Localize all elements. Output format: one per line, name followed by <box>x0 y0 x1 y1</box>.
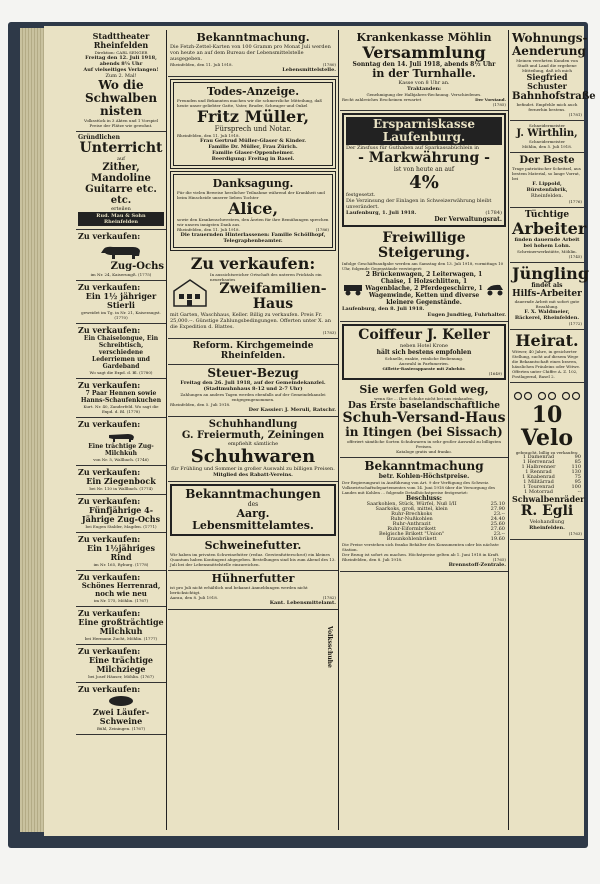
unterricht-ad <box>76 132 166 230</box>
theater-play: Wo die Schwalben nisten <box>84 78 158 118</box>
schweinefutter-ad <box>168 538 338 571</box>
house-num: (1783) <box>322 330 336 335</box>
row-label: 1 Motorrad <box>524 489 553 495</box>
sale-info: bei Hermann Zucht, Möhlin. (1777) <box>84 636 158 641</box>
sale-head: Zu verkaufen: <box>78 608 141 618</box>
wohnung-ad <box>510 30 596 121</box>
row-price: 27.60 <box>490 526 505 532</box>
velo-name: R. Egli <box>520 503 574 519</box>
column-rule <box>508 30 509 830</box>
wirthlin-name: J. Wirthlin, <box>516 128 578 139</box>
sale-ad <box>76 324 166 379</box>
wohnung-head1: Wohnungs- <box>512 31 588 45</box>
amt-header <box>170 484 336 536</box>
sale-head: Zu verkaufen: <box>78 496 141 506</box>
wohnung-head2: Aenderung <box>512 44 586 58</box>
sale-head: Zu verkaufen: <box>78 282 141 292</box>
wohnung-tail: befindet. Empfehle mich auch fernerhin bestens. <box>516 102 578 112</box>
steuer-ad <box>168 365 338 417</box>
schuh-big: Schuhwaren <box>190 446 316 467</box>
house-icon <box>170 277 210 307</box>
todes-fam1: Frau Gertrud Müller-Glaser & Kinder. <box>200 138 306 144</box>
wirthlin-ad <box>510 121 584 153</box>
dank-body2: sowie den Krankenschwestern, den Ärzten für ihre Bemühungen sprechen wir unsern innigsten Dank aus. <box>177 217 329 227</box>
sale-body: Fünfjährige 4-Jährige Zug-Ochs <box>81 505 161 524</box>
ber-num: (1776) <box>568 199 582 204</box>
bicycle-icon <box>512 390 582 400</box>
dank-head: Danksagung. <box>212 177 294 190</box>
velo-body: gebraucht, billig zu verkaufen: <box>515 450 579 455</box>
sale-info: bei Josef Häuser, Möhlin. (1767) <box>88 674 154 679</box>
huehner-body: ist pro Juli nicht erhältlich und bekannt Anmeldungen werden nicht berücksichtigt. <box>170 585 308 595</box>
bekannt-body: Die Fetzh-Zettel-Karten von 100 Gramm pro Monat Juli werden von heute an auf dem Bureau der Lebensmittelstelle ausgegeben. <box>170 44 331 62</box>
kirch-head: Reform. Kirchgemeinde Rheinfelden. <box>192 341 314 361</box>
steuer-body: Freitag den 26. Juli 1918, auf der Gemeindekanzlei. (Stadtmuhnhaus 8-12 und 2-7 Uhr) <box>180 380 326 392</box>
unterricht-head: Gründlichen <box>78 134 120 141</box>
house-sub: In aussichtsreicher Ortschaft des unteren Fricktals ein neuerbautes <box>210 272 322 282</box>
geld-head: Sie werfen Gold weg, <box>359 383 489 396</box>
sale-ad <box>76 418 166 466</box>
unterricht-big: Unterricht <box>79 140 163 156</box>
sale-ad <box>76 571 166 607</box>
steuer-body2: Zahlungen an andern Tagen werden ebenfalls auf der Gemeindekanzlei entgegengenommen. <box>180 392 326 402</box>
geld-big2: Schuh-Versand-Haus <box>342 410 506 426</box>
sale-info: Wo sagt die Expd. d. Bl. (1780) <box>89 370 153 375</box>
bekanntmachung-ad <box>168 30 338 77</box>
row-price: 75 <box>574 474 581 480</box>
spar-body2: Die Verzinsung der Einlagen in Schweizerwährung bleibt unverändert. <box>346 198 492 210</box>
dank-name: Alice, <box>227 199 279 218</box>
arbeiter-body: finden dauernde Arbeit bei hohem Lohn. <box>514 237 580 249</box>
todes-body: Freunden und Bekannten machen wir die schmerzliche Mitteilung, daß heute unser geliebter Gatte, Vater, Bruder, Schwager und Onkel <box>177 98 323 108</box>
todes-place: Rheinfelden, den 11. Juli 1918. <box>177 133 240 138</box>
wirthlin-place: Möhlin, den 5. Juli 1918. <box>521 144 573 149</box>
spar-tail: festgesetzt. <box>346 192 376 198</box>
sale-ad <box>76 495 166 533</box>
house-head: Zu verkaufen: <box>190 254 316 273</box>
kasse-when: Sonntag den 14. Juli 1918, abends 8½ Uhr <box>352 61 496 68</box>
steig-sig: Eugen Jundtieg, Fuhrhalter. <box>427 312 506 318</box>
dank-place: Rheinfelden, den 11. Juli 1918. <box>177 227 240 232</box>
theater-line3: Zum 2. Mal! <box>105 73 137 79</box>
amt-head2: des <box>247 501 259 508</box>
row-price: 95 <box>574 479 581 485</box>
coiffeur-body: Schnelle, exakte, reinliche Bedienung. <box>384 356 464 361</box>
kirch-ad <box>168 339 338 365</box>
unterricht-line: auf <box>116 156 126 162</box>
schuh-versand-ad <box>340 382 508 458</box>
theater-line2: Auf vielseitiges Verlangen! <box>83 67 159 73</box>
ox-icon <box>99 242 143 260</box>
arbeiter-ad <box>510 208 587 263</box>
sale-head: Zu verkaufen: <box>78 380 141 390</box>
coiffeur-head: Coiffeur J. Keller <box>358 327 490 343</box>
sale-body: Ein Chaiselongue, Ein Schreibtisch, verschiedene Lederriemen und Gardeband <box>83 335 159 370</box>
row-label: 1 Halbrenner <box>521 464 556 470</box>
row-price: 25.10 <box>490 501 505 507</box>
theater-desc: Volksstück in 3 Akten und 1 Vorspiel <box>83 118 159 123</box>
steig-head: Freiwillige Steigerung. <box>378 230 470 261</box>
bekannt-num: (1780) <box>322 62 336 67</box>
page-edges <box>20 28 46 832</box>
coiffeur-sub2: hält sich bestens empfohlen <box>376 349 472 356</box>
huehner-num: (1782) <box>322 595 336 600</box>
sale-info: Kurt. Nr. 40, Zanderfeld. Wo sagt die Expd. d. Bl. (1778) <box>83 404 159 414</box>
huehner-head: Hühnerfutter <box>211 572 295 585</box>
column-2 <box>168 30 338 610</box>
row-label: 1 Knabenrad <box>522 474 555 480</box>
row-label: 1 Rennrad <box>525 469 552 475</box>
steig-body: Infolge Geschäftsaufgabe werden am Samstag den 13. Juli 1918, vormittags 10 Uhr, folgende Gegenstände versteigert: <box>342 261 504 271</box>
velo-place: Rheinfelden. <box>529 525 565 531</box>
todes-anzeige <box>170 79 336 169</box>
house-big: Zweifamilien-Haus <box>219 281 327 312</box>
kasse-tail: Recht zahlreiches Erscheinen erwartet <box>342 97 422 102</box>
bekannt-head: Bekanntmachung. <box>196 31 310 44</box>
row-price: 90 <box>574 454 581 460</box>
arbeiter-big: Arbeiter <box>512 219 587 238</box>
sale-ad <box>76 645 166 683</box>
sale-head: Zu verkaufen: <box>78 231 141 241</box>
sale-body: Zwei Läufer-Schweine <box>92 707 150 726</box>
sale-ad <box>76 683 166 735</box>
velo-ad <box>510 383 584 540</box>
kasse-sig: Der Vorstand. <box>475 97 506 102</box>
column-1 <box>76 30 166 735</box>
column-rule <box>338 30 339 830</box>
row-price: 27.90 <box>490 506 505 512</box>
sale-body: Ein 1½jähriges Rind <box>87 543 155 562</box>
sale-ad <box>76 230 166 281</box>
steuer-sig: Der Kassier: J. Meruli, Ratschr. <box>248 407 336 413</box>
wagon-icon <box>342 282 364 296</box>
wirthlin-head: Schneidermeister <box>529 123 565 128</box>
theater-footer: Preise der Plätze wie gewohnt. <box>89 123 153 128</box>
kohlen-ad <box>340 458 508 572</box>
row-label: Saarkohlen, Stück, Würfel, Nuß I/II <box>366 501 457 507</box>
geld-body: wenn Sie ... Ihre Schuhe nicht bei uns einkaufen. <box>374 396 474 401</box>
dank-body: Für die vielen Beweise herzlicher Teilnahme während der Krankheit und beim Hinscheide unserer lieben Tochter <box>177 190 325 200</box>
row-label: Braunkohlenbrikett <box>386 536 437 542</box>
jungling-num: (1772) <box>568 321 582 326</box>
schuh-name: G. Freiermuth, Zeiningen <box>181 430 325 441</box>
sale-ad <box>76 379 166 418</box>
row-label: 1 Tourenrad <box>522 484 555 490</box>
kasse-num: (1785) <box>492 102 506 107</box>
unterricht-firm: Rud. Mau & Sohn Rheinfelden <box>78 212 164 226</box>
sale-body: Schönes Herrenrad, noch wie neu <box>81 581 161 598</box>
bek2-body2: Die Preise verstehen sich franko Behälter des Konsumenten oder bis nächste Station. <box>342 542 499 552</box>
todes-fam3: Familie Glaser-Oppenheimer. <box>212 150 294 156</box>
bek2-num: (1765) <box>492 557 506 562</box>
geld-tail: Kataloge gratis und franko. <box>396 449 452 454</box>
theater-line1: Freitag den 12. Juli 1918, abends 8¼ Uhr <box>85 55 157 67</box>
sale-info: bei Nr. 110 in Wallbach. (1774) <box>89 486 153 491</box>
row-label: 1 Herrenrad <box>522 459 555 465</box>
price-table <box>342 502 506 542</box>
row-label: Ruhr-Brechkoks <box>391 511 433 517</box>
huehnerfutter-ad <box>168 571 338 610</box>
row-price: 19.60 <box>490 536 505 542</box>
dank-sig: Die trauernden Hinterlassenen: Familie Schöllhopf, Telegraphenbeamter. <box>180 232 326 244</box>
geld-big1: Das Erste baselandschaftliche <box>347 401 501 411</box>
spar-body: Der Zinsfuss für Guthaben auf Sparkassabüchlein in <box>346 145 480 151</box>
danksagung <box>170 171 336 251</box>
sale-info: im Nr. 175, Möhlin. (1767) <box>93 598 149 603</box>
steig-place: Laufenburg, den 8. Juli 1918. <box>342 306 425 312</box>
amt-head3: Aarg. Lebensmittelamtes. <box>192 507 314 532</box>
row-label: 1 Damenrad <box>522 454 555 460</box>
sale-body: 7 Paar Hennen sowie Hanns-Schaufenkuchen <box>80 390 162 404</box>
sale-head: Zu verkaufen: <box>78 534 141 544</box>
row-label: Ruhr-Nußkohlen <box>390 516 433 522</box>
amt-head1: Bekanntmachungen <box>185 487 321 501</box>
row-price: -- <box>577 489 581 495</box>
sale-info: im Nr. 24, Kaiserungß. (1775) <box>90 272 152 277</box>
kasse-big: Versammlung <box>362 43 486 62</box>
row-label: Ruhr-Anthrazit <box>392 521 431 527</box>
spar-big: - Markwährung - <box>358 150 490 166</box>
geld-big3: in Itingen (bei Sissach) <box>345 425 503 439</box>
sale-ad <box>76 466 166 495</box>
bekannt-place: Rheinfelden, den 11. Juli 1918. <box>170 62 233 67</box>
wirthlin-sub: Schneidermeister <box>529 139 565 144</box>
row-price: 24.40 <box>490 516 505 522</box>
ber-head: Der Beste <box>519 155 575 166</box>
column-3 <box>340 30 508 572</box>
theater-director: Direktion: CARL SENGER <box>94 50 148 55</box>
row-label: 1 Militärrad <box>523 479 554 485</box>
jungling-sub: findet als <box>531 282 563 289</box>
schwein-body: Wir haben im privaten Schweinefutter (reduz. Gerstenfutterschrot) ein kleines Quantum haben Kontingent abgegeben. Bestellungen sind bis zum Abend des 13. Juli bei der Lebensmittelstelle einzureichen. <box>170 552 336 567</box>
bek2-sub: betr. Kohlen-Höchstpreise. <box>378 473 470 480</box>
unterricht-tail: erteilen <box>111 206 131 212</box>
schuh-ad <box>168 417 338 482</box>
spar-head: Ersparniskasse Laufenburg. <box>346 117 502 145</box>
ber-body: Trage patriotischer Scheitzel, aus bestem Material, so lange Vorrat, bei <box>512 166 581 181</box>
sale-body: Eine trächtige Zug-Milchkuh <box>88 443 154 457</box>
sale-head: Zu verkaufen: <box>78 325 141 335</box>
sale-ad <box>76 533 166 571</box>
steig-items: 2 Brückenwagen, 2 Leiterwagen, 1 Chaise, 1 Holzschlitten, 1 Wagenblache, 2 Pferdegeschirre, 1 Wagenwinde, Ketten und diverse kleinere Gegenstände. <box>365 271 483 306</box>
sale-info: Bühl, Zeiningen. (1767) <box>96 726 146 731</box>
bek2-place: Rheinfelden, den 8. Juli 1918. <box>342 557 403 562</box>
coiffeur-body3: Gillette-Rasierapparate mit Zubehör. <box>382 366 466 371</box>
coiffeur-sub: neben Hotel Krone <box>400 343 448 349</box>
dank-num: (1786) <box>315 227 329 232</box>
sale-ad <box>76 607 166 645</box>
row-label: Belgische Brikett "Union" <box>378 531 445 537</box>
velo-sub: Velohandlung <box>529 519 565 525</box>
heirat-ad <box>510 330 584 383</box>
velo-num: (1763) <box>568 531 582 536</box>
jungling-job: Hilfs-Arbeiter <box>512 289 582 299</box>
sale-body: Zug-Ochs <box>110 261 164 272</box>
spar-place: Laufenburg, 1. Juli 1918. <box>346 210 417 216</box>
column-4 <box>510 30 596 540</box>
velo-big: 10 Velo <box>520 402 574 451</box>
spar-sig: Der Verwaltungsrat. <box>434 216 502 223</box>
arbeiter-head: Tüchtige <box>524 210 570 220</box>
house-body: mit Garten, Waschhaus, Keller. Billig zu verkaufen. Preis Fr. 25,000.--. Günstige Zahlungsbedingungen. Offerten unter X. an die Expedition d. Blattes. <box>170 312 331 330</box>
spar-num: (1784) <box>485 210 502 216</box>
sale-head: Zu verkaufen: <box>78 684 141 694</box>
sale-info: von Nr. 5, Wallbach. (1746) <box>93 457 149 462</box>
bek2-sig: Brennstoff-Zentrale. <box>448 562 506 568</box>
sale-body: Eine großträchtige Milchkuh <box>78 617 164 636</box>
velo-tail: Schwalbenräder <box>512 494 585 504</box>
spar-line: ist von heute an auf <box>393 166 455 173</box>
wohnung-num: (1781) <box>568 112 582 117</box>
schuh-head: Schuhhandlung <box>208 419 298 430</box>
ersparniskasse-ad <box>342 113 506 227</box>
sale-body: Eine trächtige Milchziege <box>88 655 154 674</box>
ber-firm: F. Lippold, Bürstenfabrik, <box>526 181 568 193</box>
schuh-body: für Frühling und Sommer in großer Auswahl zu billigen Preisen. <box>171 466 335 472</box>
kasse-sub: Kasse von 8 Uhr an. <box>398 80 450 86</box>
sale-info: im Nr. 165, Ryburg. (1778) <box>93 562 149 567</box>
ber-place: Rheinfelden. <box>530 193 564 199</box>
schuh-side-label: Volksschuhe <box>326 626 333 668</box>
wohnung-firm: Siegfried Schuster <box>526 72 568 91</box>
bek2-body3: Der Bezug ist sofort zu machen. Höchstpreise gelten ab 1. Juni 1918 in Kraft. <box>342 552 500 557</box>
row-label: Saarkoks, groß, mittel, klein <box>375 506 448 512</box>
heirat-body: Witwer, 40 Jahre, in gesicherter Stellung, sucht auf diesem Wege die Bekanntschaft eines braven, häuslichen Fräuleins oder Witwe. Offerten unter Chiffre A. Z. 102, Postlagernd, Basel 2. <box>512 349 581 379</box>
krankenkasse-ad <box>340 30 508 111</box>
newspaper-page <box>44 26 596 836</box>
sale-body: Ein 1½ jähriger Stierli <box>85 291 157 310</box>
schuh-tail: Mitglied des Rabatt-Vereins. <box>213 472 293 478</box>
sale-head: Zu verkaufen: <box>78 646 141 656</box>
schuh-rec: empfiehlt sämtliche <box>227 441 279 447</box>
carriage-icon <box>484 282 506 296</box>
arbeiter-firm: Schreinerwerkstätte, Möhlin. <box>517 249 577 254</box>
kasse-head: Krankenkasse Möhlin <box>356 31 492 44</box>
huehner-place: Aarau, den 8. Juli 1918. <box>170 595 219 600</box>
coiffeur-body2: Auswahl in Parfumerien. <box>398 361 449 366</box>
wohnung-street: Bahnhofstraße <box>512 91 596 102</box>
coiffeur-ad <box>342 324 506 380</box>
todes-job: Fürsprech und Notar. <box>214 125 292 133</box>
unterricht-items: Zither, Mandoline Guitarre etc. etc. <box>85 162 157 206</box>
theater-ad <box>76 30 166 132</box>
jungling-body: dauernde Arbeit mit sofort gute Bezahlung. <box>514 299 580 309</box>
sale-ad <box>76 281 166 324</box>
todes-burial: Beerdigung: Freitag in Basel. <box>211 156 295 162</box>
row-label: Ruhr-Eiformbrikett <box>387 526 436 532</box>
bek2-head: Bekanntmachung <box>364 459 484 473</box>
column-rule <box>166 30 167 830</box>
bek2-table-head: Beschluss: <box>406 495 442 502</box>
huehner-sig: Kant. Lebensmittelamt. <box>269 600 336 606</box>
row-price: 25.60 <box>490 521 505 527</box>
steuer-place: Rheinfelden, den 5. Juli 1918. <box>170 402 231 407</box>
sale-info: geweidet im Tg. in Nr. 21, Kaiseraugst. (1770) <box>81 310 161 320</box>
sale-head: Zu verkaufen: <box>78 467 141 477</box>
pig-icon <box>106 695 136 707</box>
sale-info: bei Eugen Stalder, Magden. (1771) <box>85 524 157 529</box>
kasse-items: Genehmigung der Halbjahres-Rechnung. Verschiedenes. <box>366 92 482 97</box>
row-price: 100 <box>571 484 581 490</box>
coiffeur-num: (1649) <box>488 371 502 376</box>
wohnung-body: Meinen verehrten Kunden von Stadt und Land die ergebene Mitteilung, daß ich mich <box>516 58 578 73</box>
theater-title: Stadttheater Rheinfelden <box>92 31 150 50</box>
heirat-big: Heirat. <box>515 331 579 350</box>
jungling-ad <box>510 263 589 330</box>
geld-body2: offeriert sämtliche Sorten Schuhwaren in sehr großer Auswahl zu billigsten Preisen. <box>346 439 501 449</box>
sale-body: Ein Ziegenbock <box>86 476 156 486</box>
house-sale-ad <box>168 253 338 339</box>
beste-ad <box>510 153 584 208</box>
row-price: 110 <box>571 464 581 470</box>
jungling-big: Jüngling <box>512 264 589 283</box>
jungling-firm: F. X. Waldmeier, Bäckerei, Rheinfelden. <box>514 309 580 321</box>
kasse-agenda: Traktanden: <box>406 86 442 92</box>
sale-head: Zu verkaufen: <box>78 419 141 429</box>
bek2-body: Der Regierungsrat in Ausführung von Art. 9 der Verfügung des Schweiz. Volkswirtschaftsdepartementes vom 14. Juni 1918 über die Versorgung des Landes mit Kohlen ... folgende Detailhöchstpreise festgesetzt: <box>342 480 496 495</box>
row-price: 85 <box>574 459 581 465</box>
schwein-head: Schweinefutter. <box>204 539 302 552</box>
bekannt-sig: Lebensmittelstelle. <box>282 67 336 73</box>
kasse-where: in der Turnhalle. <box>372 67 476 80</box>
row-price: 23.-- <box>493 531 505 537</box>
todes-fam2: Familie Dr. Müller, Frau Zürich. <box>208 144 298 150</box>
cow-icon <box>106 430 136 442</box>
steigerung-ad <box>340 229 508 322</box>
velo-table <box>512 455 582 495</box>
todes-head: Todes-Anzeige. <box>206 85 300 98</box>
spar-rate: 4% <box>409 172 439 193</box>
row-price: 130 <box>571 469 581 475</box>
row-price: 23.-- <box>493 511 505 517</box>
arbeiter-num: (1745) <box>568 254 582 259</box>
steuer-head: Steuer-Bezug <box>207 366 299 380</box>
sale-head: Zu verkaufen: <box>78 572 141 582</box>
todes-name: Fritz Müller, <box>196 107 310 126</box>
